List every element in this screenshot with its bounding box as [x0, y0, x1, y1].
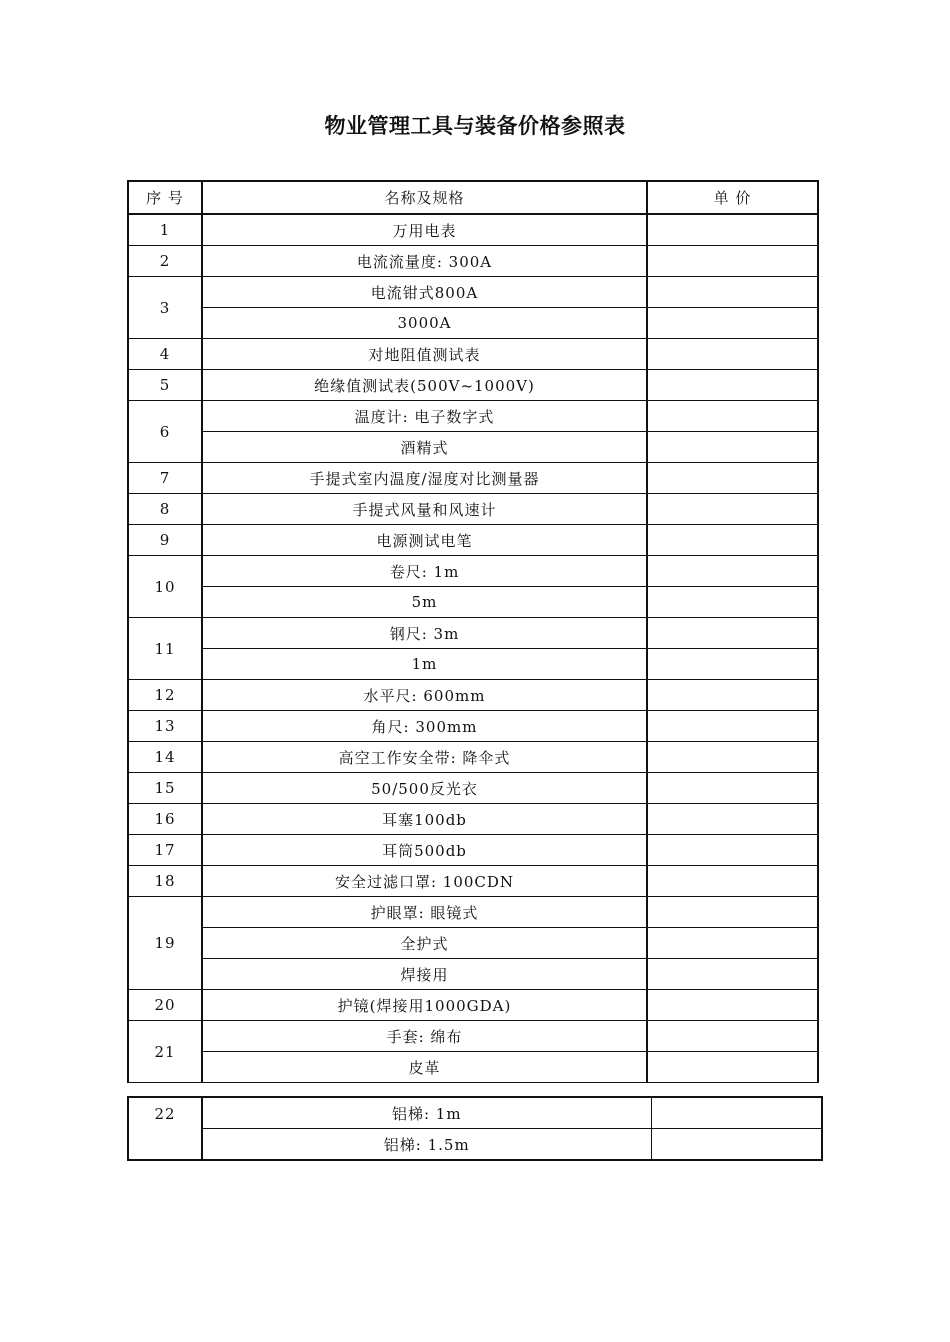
row-no: 2	[128, 246, 202, 277]
table-row	[128, 246, 818, 277]
table-row	[128, 587, 818, 618]
row-price	[647, 742, 818, 773]
row-price	[647, 432, 818, 463]
row-price	[647, 494, 818, 525]
row-price	[647, 277, 818, 308]
table-row	[128, 773, 818, 804]
header-price: 单 价	[647, 181, 818, 214]
table-row	[128, 897, 818, 928]
row-name: 手套: 绵布	[202, 1021, 647, 1052]
row-name: 万用电表	[202, 214, 647, 246]
row-price	[647, 711, 818, 742]
row-name: 对地阻值测试表	[202, 339, 647, 370]
table-row	[128, 308, 818, 339]
row-name: 卷尺: 1m	[202, 556, 647, 587]
row-name: 酒精式	[202, 432, 647, 463]
row-no: 6	[128, 401, 202, 463]
price-table	[127, 180, 819, 1083]
table-row	[128, 339, 818, 370]
page-title: 物业管理工具与装备价格参照表	[324, 114, 626, 138]
row-name: 手提式室内温度/湿度对比测量器	[202, 463, 647, 494]
table-row	[128, 990, 818, 1021]
row-price	[647, 525, 818, 556]
row-price	[647, 990, 818, 1021]
row-name: 水平尺: 600mm	[202, 680, 647, 711]
row-price	[647, 1021, 818, 1052]
row-price	[647, 835, 818, 866]
row-price	[647, 1052, 818, 1083]
row-name: 钢尺: 3m	[202, 618, 647, 649]
row-no: 8	[128, 494, 202, 525]
table-row	[128, 959, 818, 990]
table-row	[128, 1052, 818, 1083]
row-no: 15	[128, 773, 202, 804]
row-name: 全护式	[202, 928, 647, 959]
table-row	[128, 277, 818, 308]
row-price	[647, 463, 818, 494]
row-price	[647, 649, 818, 680]
row-name: 电流流量度: 300A	[202, 246, 647, 277]
row-no: 16	[128, 804, 202, 835]
row-name: 5m	[202, 587, 647, 618]
table-row	[128, 463, 818, 494]
row-price	[647, 308, 818, 339]
header-no: 序 号	[128, 181, 202, 214]
table-row	[128, 1097, 822, 1129]
row-name: 角尺: 300mm	[202, 711, 647, 742]
table-row	[128, 680, 818, 711]
table-header-row	[128, 181, 818, 214]
row-name: 手提式风量和风速计	[202, 494, 647, 525]
row-name: 电流钳式800A	[202, 277, 647, 308]
row-price	[647, 246, 818, 277]
row-name: 护眼罩: 眼镜式	[202, 897, 647, 928]
row-name: 耳塞100db	[202, 804, 647, 835]
row-no: 9	[128, 525, 202, 556]
row-name: 高空工作安全带: 降伞式	[202, 742, 647, 773]
row-price	[647, 556, 818, 587]
row-price	[647, 773, 818, 804]
row-no: 3	[128, 277, 202, 339]
row-name: 皮革	[202, 1052, 647, 1083]
row-no: 11	[128, 618, 202, 680]
table-row	[128, 432, 818, 463]
table-row	[128, 711, 818, 742]
row-name: 50/500反光衣	[202, 773, 647, 804]
row-price	[651, 1097, 822, 1129]
row-price	[647, 680, 818, 711]
row-name: 3000A	[202, 308, 647, 339]
row-no: 14	[128, 742, 202, 773]
row-name: 电源测试电笔	[202, 525, 647, 556]
row-price	[647, 587, 818, 618]
table-row	[128, 649, 818, 680]
row-no: 18	[128, 866, 202, 897]
row-price	[647, 959, 818, 990]
row-price	[651, 1129, 822, 1161]
table-row	[128, 556, 818, 587]
row-name: 耳筒500db	[202, 835, 647, 866]
table-row	[128, 1021, 818, 1052]
row-price	[647, 370, 818, 401]
row-name: 焊接用	[202, 959, 647, 990]
row-price	[647, 804, 818, 835]
table-row	[128, 401, 818, 432]
row-no: 4	[128, 339, 202, 370]
row-price	[647, 401, 818, 432]
row-no: 17	[128, 835, 202, 866]
header-name: 名称及规格	[202, 181, 647, 214]
table-row	[128, 525, 818, 556]
row-no: 5	[128, 370, 202, 401]
row-no: 10	[128, 556, 202, 618]
row-no: 1	[128, 214, 202, 246]
row-name: 绝缘值测试表(500V~1000V)	[202, 370, 647, 401]
table-row	[128, 835, 818, 866]
row-no: 12	[128, 680, 202, 711]
row-no: 7	[128, 463, 202, 494]
row-no: 13	[128, 711, 202, 742]
table-row	[128, 214, 818, 246]
price-table-continued	[127, 1096, 823, 1161]
row-name: 温度计: 电子数字式	[202, 401, 647, 432]
row-name: 护镜(焊接用1000GDA)	[202, 990, 647, 1021]
table-row	[128, 494, 818, 525]
row-name: 铝梯: 1m	[202, 1097, 651, 1129]
row-no: 19	[128, 897, 202, 990]
row-name: 1m	[202, 649, 647, 680]
row-name: 安全过滤口罩: 100CDN	[202, 866, 647, 897]
table-row	[128, 618, 818, 649]
row-name: 铝梯: 1.5m	[202, 1129, 651, 1161]
row-no: 21	[128, 1021, 202, 1083]
table-row	[128, 742, 818, 773]
table-row	[128, 804, 818, 835]
row-price	[647, 339, 818, 370]
table-row	[128, 928, 818, 959]
table-row	[128, 866, 818, 897]
row-no: 22	[128, 1097, 202, 1160]
table-row	[128, 370, 818, 401]
row-price	[647, 214, 818, 246]
row-price	[647, 866, 818, 897]
row-no: 20	[128, 990, 202, 1021]
row-price	[647, 928, 818, 959]
row-price	[647, 897, 818, 928]
row-price	[647, 618, 818, 649]
table-row	[128, 1129, 822, 1161]
